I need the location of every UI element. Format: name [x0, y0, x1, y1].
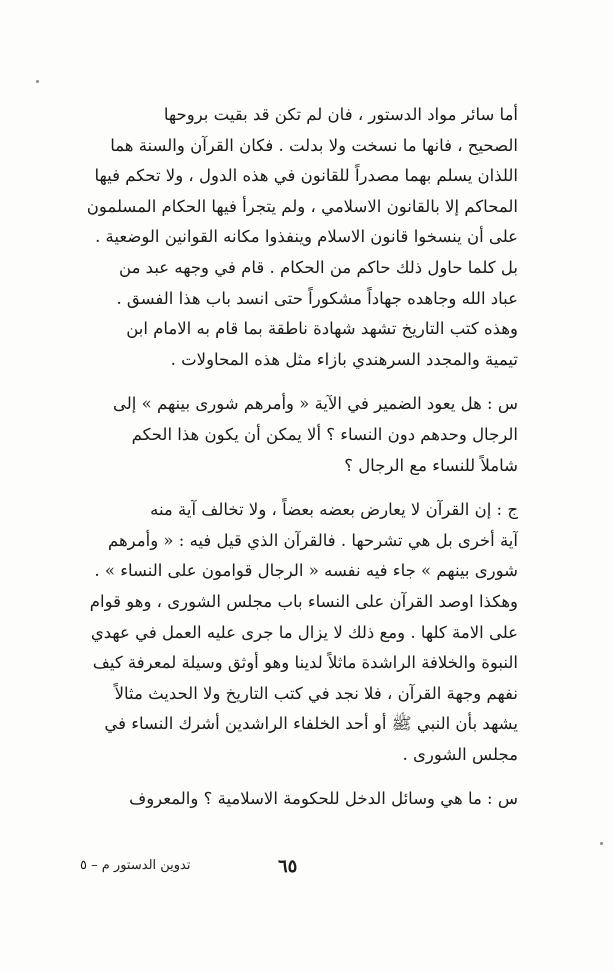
text-line: عباد الله وجاهده جهاداً مشكوراً حتى انسد باب هذا الفسق . — [116, 288, 518, 308]
text-line: النبوة والخلافة الراشدة ماثلاً لدينا وهو أوثق وسيلة لمعرفة كيف — [92, 653, 518, 673]
page-body-text — [86, 100, 518, 815]
text-line: المحاكم إلا بالقانون الاسلامي ، ولم يتجرأ فيها الحكام المسلمون — [86, 196, 518, 216]
printer-signature-mark: تدوين الدستور م – ٥ — [80, 858, 191, 873]
text-line: الرجال وحدهم دون النساء ؟ ألا يمكن أن يكون هذا الحكم — [131, 424, 518, 444]
text-line: شاملاً للنساء مع الرجال ؟ — [344, 455, 518, 475]
paragraph-gap — [86, 481, 518, 495]
text-line: على أن ينسخوا قانون الاسلام وينفذوا مكانه القوانين الوضعية . — [95, 227, 518, 247]
text-line: آية أخرى بل هي تشرحها . فالقرآن الذي قيل فيه : « وأمرهم — [108, 530, 518, 550]
text-line: تيمية والمجدد السرهندي بازاء مثل هذه المحاولات . — [170, 349, 518, 369]
text-line: مجلس الشورى . — [402, 744, 518, 764]
text-line: نفهم وجهة القرآن ، فلا نجد في كتب التاريخ ولا الحديث مثالاً — [114, 683, 518, 703]
page-footer — [80, 856, 520, 882]
page-number: ٦٥ — [278, 856, 298, 877]
paragraph-gap — [86, 770, 518, 784]
text-line: بل كلما حاول ذلك حاكم من الحكام . قام في وجهه عبد من — [119, 257, 518, 277]
text-line: اللذان يسلم بهما مصدراً للقانون في هذه الدول ، ولا تحكم فيها — [94, 166, 518, 186]
text-line: وهذه كتب التاريخ تشهد شهادة ناطقة بما قام به الامام ابن — [126, 319, 518, 339]
scan-speck — [36, 80, 39, 83]
paragraph-gap — [86, 375, 518, 389]
text-line: ج : إن القرآن لا يعارض بعضه بعضاً ، ولا تخالف آية منه — [150, 500, 518, 520]
text-line: يشهد بأن النبي ﷺ أو أحد الخلفاء الراشدين أشرك النساء في — [104, 714, 518, 734]
text-line: س : هل يعود الضمير في الآية « وأمرهم شورى بينهم » إلى — [113, 394, 518, 414]
text-line: س : ما هي وسائل الدخل للحكومة الاسلامية ؟ والمعروف — [129, 789, 518, 809]
text-line: أما سائر مواد الدستور ، فان لم تكن قد بقيت بروحها — [163, 105, 518, 124]
text-line: وهكذا اوصد القرآن على النساء باب مجلس الشورى ، وهو قوام — [89, 591, 518, 611]
text-line: الصحيح ، فانها ما نسخت ولا بدلت . فكان القرآن والسنة هما — [110, 135, 518, 155]
text-line: شورى بينهم » جاء فيه نفسه « الرجال قوامون على النساء » . — [94, 561, 518, 581]
text-line: على الامة كلها . ومع ذلك لا يزال ما جرى عليه العمل في عهدي — [90, 622, 518, 642]
scan-speck — [600, 842, 603, 845]
